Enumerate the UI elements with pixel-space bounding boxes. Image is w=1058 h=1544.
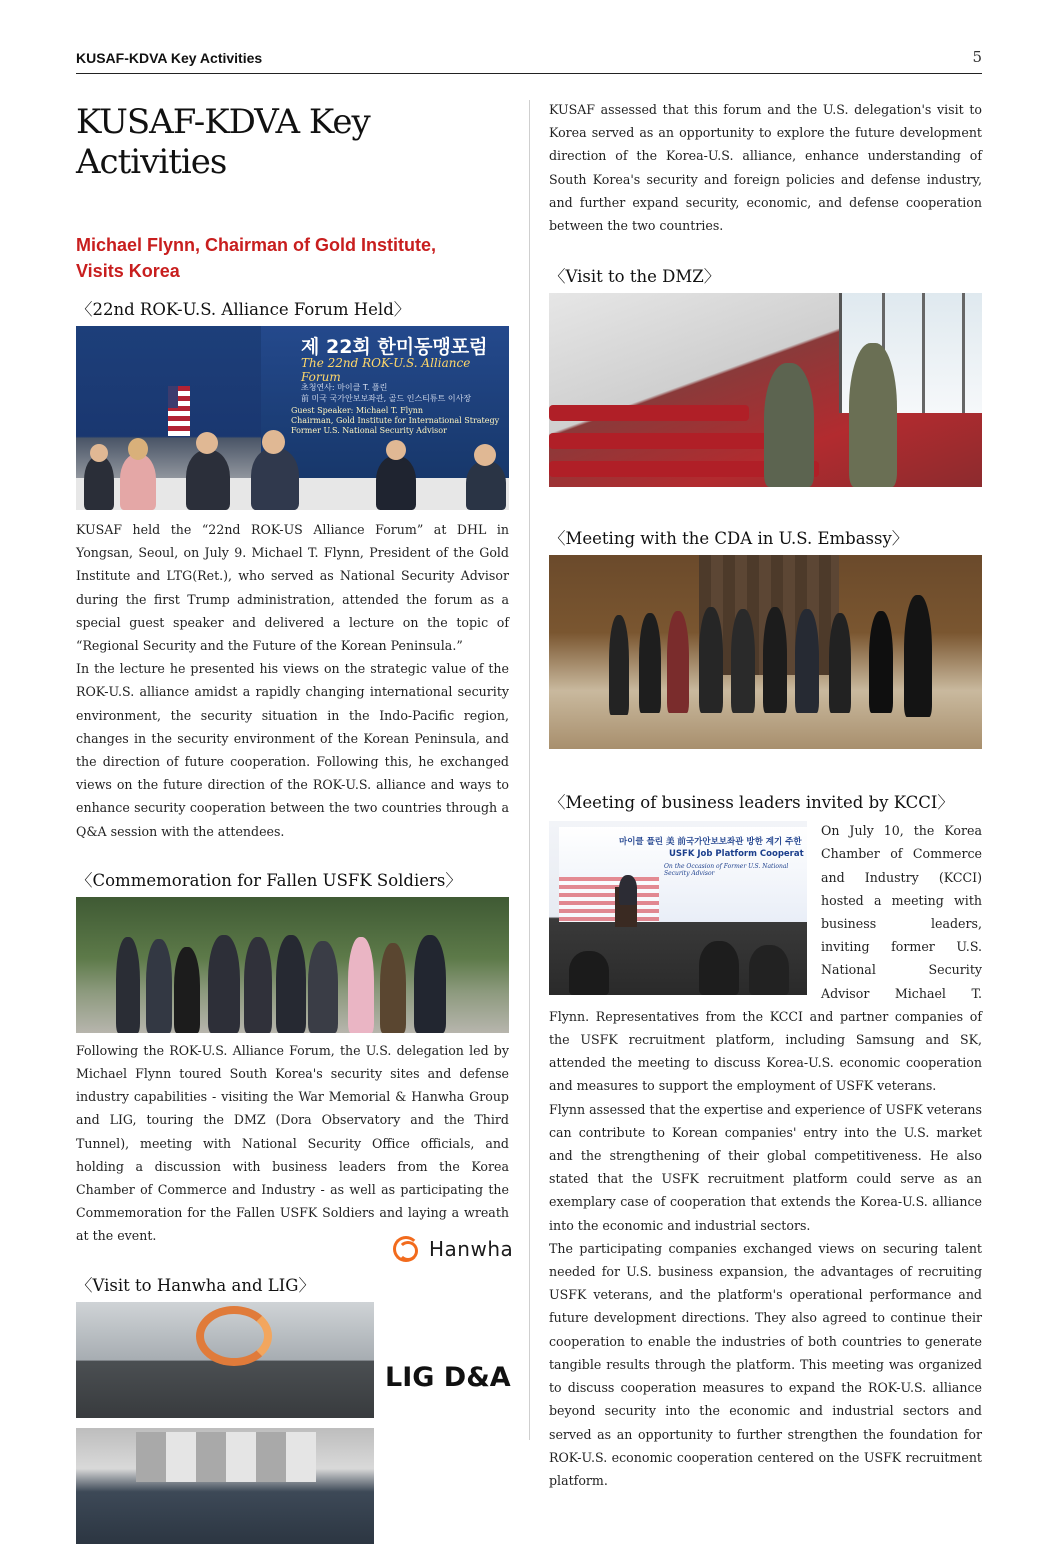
attendee — [667, 611, 689, 713]
hanwha-sculpture — [196, 1306, 272, 1366]
forum-banner-speaker-en — [291, 406, 499, 436]
kcci-banner-stripes — [559, 877, 659, 922]
soldier — [764, 363, 814, 487]
forum-banner-speaker-en-line1: Guest Speaker: Michael T. Flynn — [291, 406, 424, 415]
attendee — [308, 941, 338, 1033]
dmz-heading: 〈Visit to the DMZ〉 — [549, 267, 721, 287]
hanwha-mark-icon — [389, 1232, 423, 1266]
attendee — [208, 935, 240, 1033]
attendee-head — [196, 432, 218, 454]
right-column — [549, 98, 982, 1492]
commemoration-heading: 〈Commemoration for Fallen USFK Soldiers〉 — [76, 870, 462, 890]
attendee — [414, 935, 446, 1033]
commemoration-photo — [76, 897, 509, 1033]
forum-paragraph-1: KUSAF held the “22nd ROK-US Alliance Forum” at DHL in Yongsan, Seoul, on July 9. Michael T. Flynn, President of the Gold Institute and LTG(Ret.), who served as National Security Advisor during the first Trump administration, attended the forum as a special guest speaker and delivered a lecture on the topic of “Regional Security and the Future of the Korean Peninsula.” — [76, 522, 509, 654]
hanwha-logo — [389, 1232, 513, 1266]
speaker — [251, 448, 299, 510]
header-rule — [76, 73, 982, 74]
kcci-paragraph-3: The participating companies exchanged views on securing talent needed for U.S. business expansion, the advantages of recruiting USFK veterans, and the platform's operational performance and future development directions. They also agreed to continue their cooperation to enable the industries of both countries to generate tangible results through the platform. This meeting was organized to discuss cooperation measures to expand the ROK-U.S. alliance beyond security into the economic and industrial sectors and served as an opportunity to further strengthen the foundation for ROK-U.S. economic cooperation centered on the USFK recruitment platform. — [549, 1240, 982, 1488]
attendee — [244, 937, 272, 1033]
intro-paragraph: KUSAF assessed that this forum and the U.S. delegation's visit to Korea served as an opportunity to explore the future development direction of the Korea-U.S. alliance, enhance understanding of South Korea's security and foreign policies and defense industry, and further expand security, economic, and defense cooperation between the two countries. — [549, 102, 982, 234]
kcci-paragraph-1: On July 10, the Korea Chamber of Commerce and Industry (KCCI) hosted a meeting with business leaders, inviting former U.S. National Security Advisor Michael T. Flynn. Representatives from the KCCI and partner companies of the USFK recruitment platform, including Samsung and SK, attended the meeting to discuss Korea-U.S. economic cooperation and measures to support the employment of USFK veterans. — [549, 823, 982, 1094]
attendee — [146, 939, 172, 1033]
lig-photo — [76, 1428, 374, 1544]
hanwha-logo-text: Hanwha — [429, 1237, 514, 1261]
attendee — [348, 937, 374, 1033]
attendee — [466, 461, 506, 510]
article-title-line2: Visits Korea — [76, 261, 180, 281]
kcci-banner-ko: 마이클 플린 美 前국가안보보좌관 방한 계기 주한 — [619, 837, 802, 848]
kcci-heading: 〈Meeting of business leaders invited by KCCI〉 — [549, 793, 954, 813]
kcci-banner — [559, 827, 807, 922]
commemoration-paragraph: Following the ROK-U.S. Alliance Forum, the U.S. delegation led by Michael Flynn toured South Korea's security sites and defense industry capabilities - visiting the War Memorial & Hanwha Group and LIG, touring the DMZ (Dora Observatory and the Third Tunnel), meeting with National Security Office officials, and holding a discussion with business leaders from the Korea Chamber of Commerce and Industry - as well as participating the Commemoration for the Fallen USFK Soldiers and laying a wreath at the event. — [76, 1042, 509, 1244]
attendee — [829, 613, 851, 713]
attendee — [276, 935, 306, 1033]
forum-banner-speaker-en-line3: Former U.S. National Security Advisor — [291, 426, 447, 435]
forum-banner-speaker-en-line2: Chairman, Gold Institute for International Strategy — [291, 416, 500, 425]
seat-row — [549, 405, 749, 421]
running-header-title: KUSAF-KDVA Key Activities — [76, 50, 263, 66]
attendee-head — [90, 444, 108, 462]
us-flag — [168, 386, 190, 436]
kcci-banner-en: USFK Job Platform Cooperat — [669, 849, 804, 860]
attendee — [174, 947, 200, 1033]
attendee-head — [474, 444, 496, 466]
attendee — [569, 951, 609, 995]
lig-logo: LIG D&A — [385, 1362, 511, 1393]
attendee — [116, 937, 140, 1033]
attendee — [380, 943, 406, 1033]
speaker-head — [262, 430, 285, 454]
attendee — [699, 941, 739, 995]
article-title — [76, 232, 509, 284]
attendee-head — [386, 440, 406, 460]
attendee-head — [128, 438, 148, 460]
attendee — [749, 945, 789, 995]
attendee — [186, 450, 230, 510]
forum-paragraph-2: In the lecture he presented his views on the strategic value of the ROK-U.S. alliance amidst a rapidly changing international security environment, the security situation in the Indo-Pacific region, changes in the security environment of the Korean Peninsula, and the direction of future cooperation. Following this, he exchanged views on the future direction of the ROK-U.S. alliance and ways to enhance security cooperation between the two countries through a Q&A session with the attendees. — [76, 661, 509, 839]
seat-row — [549, 433, 789, 449]
embassy-heading: 〈Meeting with the CDA in U.S. Embassy〉 — [549, 529, 909, 549]
attendee — [731, 609, 755, 713]
forum-banner-speaker-ko-line2: 前 미국 국가안보보좌관, 골드 인스티튜트 이사장 — [301, 394, 472, 403]
attendee — [699, 607, 723, 713]
forum-banner-en-title: The 22nd ROK-U.S. Alliance Forum — [301, 356, 471, 384]
attendee — [120, 454, 156, 510]
forum-photo — [76, 326, 509, 510]
hanwha-heading: 〈Visit to Hanwha and LIG〉 — [76, 1275, 315, 1295]
dmz-photo — [549, 293, 982, 487]
kcci-photo — [549, 821, 807, 995]
attendee — [904, 595, 932, 717]
attendee — [869, 611, 893, 713]
forum-banner-speaker-ko — [301, 382, 471, 404]
page-title: KUSAF-KDVA Key Activities — [76, 102, 370, 182]
lig-wall-portraits — [136, 1432, 316, 1482]
attendee — [763, 607, 787, 713]
attendee — [609, 615, 629, 715]
embassy-photo — [549, 555, 982, 749]
kcci-paragraph-2: Flynn assessed that the expertise and experience of USFK veterans can contribute to Korean companies' entry into the U.S. market and the strengthening of their global competitiveness. He also stated that the USFK recruitment platform could serve as an exemplary case of cooperation that extends the Korea-U.S. alliance into the economic and industrial sectors. — [549, 1101, 982, 1233]
attendee — [639, 613, 661, 713]
speaker — [619, 875, 637, 905]
forum-banner-ko-title: 제 22회 한미동맹포럼 — [301, 336, 488, 358]
attendee — [376, 456, 416, 510]
hanwha-photo — [76, 1302, 374, 1418]
column-divider — [529, 100, 530, 1440]
page-number: 5 — [972, 48, 982, 66]
article-title-line1: Michael Flynn, Chairman of Gold Institute, — [76, 235, 437, 255]
forum-heading: 〈22nd ROK-U.S. Alliance Forum Held〉 — [76, 300, 411, 319]
attendee — [84, 456, 114, 510]
soldier — [849, 343, 897, 487]
attendee — [795, 609, 819, 713]
forum-banner-speaker-ko-line1: 초청연사: 마이클 T. 플린 — [301, 383, 388, 392]
kcci-banner-sub: On the Occasion of Former U.S. National Security Advisor — [664, 863, 789, 878]
left-column — [76, 100, 509, 1544]
